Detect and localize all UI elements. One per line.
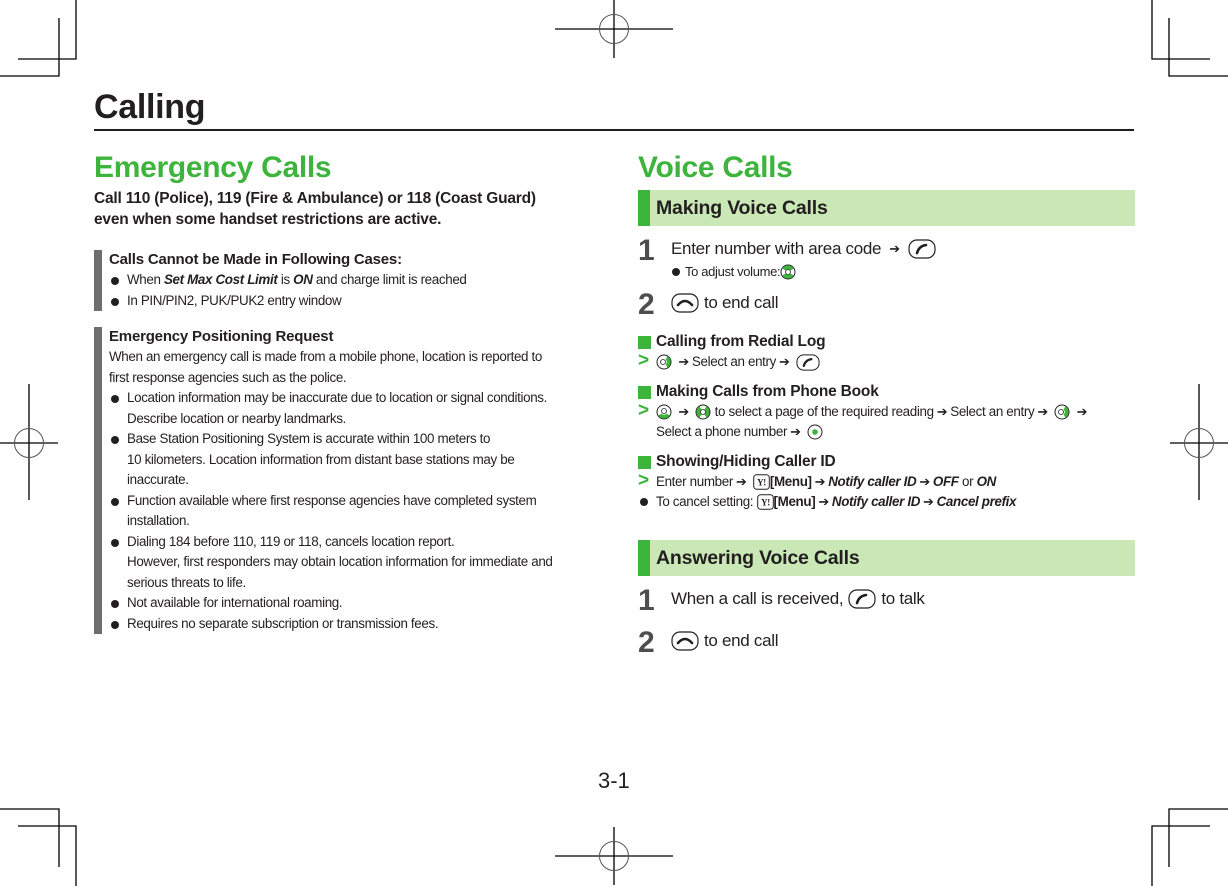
text-line: 10 kilometers. Location information from distant base stations may be xyxy=(127,451,515,467)
green-square-icon xyxy=(638,386,651,399)
green-square-icon xyxy=(638,456,651,469)
redial-procedure xyxy=(638,352,1135,372)
cannot-list xyxy=(109,270,594,311)
procedure-arrow-icon: > xyxy=(638,470,649,491)
caller-id-block xyxy=(638,452,1135,512)
chapter-rule xyxy=(94,129,1134,131)
phonebook-heading: Making Calls from Phone Book xyxy=(656,383,879,400)
voice-calls-title: Voice Calls xyxy=(638,151,793,184)
emergency-lead xyxy=(94,188,594,230)
step-text: When a call is received, xyxy=(671,589,844,608)
arrow-icon: ➔ xyxy=(1037,404,1048,419)
step-note-text: To adjust volume: xyxy=(685,264,781,279)
arrow-icon: ➔ xyxy=(779,354,790,369)
bullet-icon xyxy=(640,498,648,506)
text-line: However, first responders may obtain location information for immediate and xyxy=(127,554,553,569)
answering-step-1 xyxy=(638,586,1135,616)
text-line: Location information may be inaccurate due to location or signal conditions. xyxy=(127,390,548,405)
caller-id-cancel-note xyxy=(638,492,1135,512)
procedure-arrow-icon: > xyxy=(638,400,649,421)
procedure-text: To cancel setting: xyxy=(656,494,757,509)
voice-calls-section xyxy=(638,150,1135,658)
emergency-positioning-box xyxy=(94,327,594,634)
arrow-icon: ➔ xyxy=(735,474,747,489)
navigation-key-right-icon xyxy=(1054,404,1070,420)
arrow-icon: ➔ xyxy=(923,494,934,509)
text-line: Requires no separate subscription or transmission fees. xyxy=(127,615,439,631)
option-off: OFF xyxy=(932,474,959,489)
procedure-text: Enter number xyxy=(656,474,733,489)
step-number: 1 xyxy=(638,584,655,617)
menu-label: [Menu] xyxy=(773,494,816,509)
list-item: In PIN/PIN2, PUK/PUK2 entry window xyxy=(109,291,594,312)
arrow-icon: ➔ xyxy=(790,424,801,439)
text: When xyxy=(127,272,164,287)
step-text-row xyxy=(671,290,1135,316)
svg-text:Y!: Y! xyxy=(756,477,766,488)
navigation-key-down-icon xyxy=(656,404,672,420)
list-item xyxy=(109,491,594,532)
step-text-row xyxy=(671,586,1135,612)
setting-name: Set Max Cost Limit xyxy=(163,272,278,287)
note-heading: Calls Cannot be Made in Following Cases: xyxy=(109,251,402,268)
step-text: to talk xyxy=(881,589,925,608)
lead-line: Call 110 (Police), 119 (Fire & Ambulance) or 118 (Coast Guard) xyxy=(94,190,536,207)
option-cancel-prefix: Cancel prefix xyxy=(936,494,1017,509)
caller-id-procedure xyxy=(638,472,1135,492)
text: is xyxy=(277,272,294,287)
arrow-icon: ➔ xyxy=(889,241,900,256)
step-number: 2 xyxy=(638,288,655,321)
menu-label: [Menu] xyxy=(769,474,812,489)
setting-value: ON xyxy=(293,272,313,287)
chapter-title: Calling xyxy=(94,88,206,126)
option-on: ON xyxy=(976,474,996,489)
text-line: Not available for international roaming. xyxy=(127,595,343,610)
text-line: Describe location or nearby landmarks. xyxy=(127,410,346,426)
step-text: Enter number with area code xyxy=(671,239,882,258)
caller-id-heading: Showing/Hiding Caller ID xyxy=(656,453,836,470)
text-line: inaccurate. xyxy=(127,472,189,487)
list-item xyxy=(109,614,594,635)
list-item xyxy=(109,270,594,291)
procedure-arrow-icon: > xyxy=(638,350,649,371)
arrow-icon: ➔ xyxy=(1076,404,1088,419)
text-line: serious threats to life. xyxy=(127,574,246,590)
list-item xyxy=(109,429,594,491)
navigation-key-leftright-icon xyxy=(695,404,711,420)
step-text-row xyxy=(671,236,1135,262)
call-start-key-icon xyxy=(848,589,876,609)
text: or xyxy=(958,474,977,489)
green-square-icon xyxy=(638,336,651,349)
arrow-icon: ➔ xyxy=(919,474,930,489)
note-heading: Emergency Positioning Request xyxy=(109,328,334,345)
subheading-row xyxy=(638,332,1135,352)
text-line: Dialing 184 before 110, 119 or 118, cancels location report. xyxy=(127,533,455,549)
text-line: Function available where first response agencies have completed system xyxy=(127,492,537,508)
procedure-text: Select a phone number xyxy=(656,424,788,439)
procedure-text: Select an entry xyxy=(691,354,776,369)
redial-log-block xyxy=(638,332,1135,372)
call-start-key-icon xyxy=(908,239,936,259)
phonebook-procedure xyxy=(638,402,1135,442)
calls-cannot-be-made-box xyxy=(94,250,594,311)
step-note xyxy=(671,262,1135,282)
list-item xyxy=(109,532,594,594)
phone-book-block xyxy=(638,382,1135,442)
yahoo-menu-key-icon xyxy=(757,494,774,510)
navigation-key-updown-icon xyxy=(780,264,796,280)
call-end-key-icon xyxy=(671,293,699,313)
step-number: 1 xyxy=(638,234,655,267)
step-text: to end call xyxy=(704,631,779,650)
answering-voice-calls-heading: Answering Voice Calls xyxy=(638,540,1135,576)
making-step-2 xyxy=(638,290,1135,320)
text-line: Base Station Positioning System is accurate within 100 meters to xyxy=(127,431,491,446)
emergency-calls-section xyxy=(94,150,594,634)
text: and charge limit is reached xyxy=(312,272,467,287)
procedure-text: to select a page of the required reading xyxy=(714,404,934,419)
list-item xyxy=(109,388,594,429)
list-item xyxy=(109,593,594,614)
page-number: 3-1 xyxy=(598,768,630,793)
redial-heading: Calling from Redial Log xyxy=(656,333,826,350)
arrow-icon: ➔ xyxy=(678,404,689,419)
step-text: to end call xyxy=(704,293,779,312)
center-key-icon xyxy=(807,424,823,440)
subheading-row xyxy=(638,452,1135,472)
text-line: When an emergency call is made from a mobile phone, location is reported to xyxy=(109,349,542,364)
making-step-1 xyxy=(638,236,1135,282)
navigation-key-right-icon xyxy=(656,354,672,370)
call-start-key-icon xyxy=(796,354,820,371)
subheading-row xyxy=(638,382,1135,402)
making-voice-calls-heading: Making Voice Calls xyxy=(638,190,1135,226)
arrow-icon: ➔ xyxy=(936,404,948,419)
menu-option: Notify caller ID xyxy=(831,494,921,509)
emergency-calls-title: Emergency Calls xyxy=(94,151,332,184)
positioning-list xyxy=(109,388,594,634)
text-line: first response agencies such as the police. xyxy=(109,369,347,385)
arrow-icon: ➔ xyxy=(678,354,689,369)
step-text-row xyxy=(671,628,1135,654)
step-number: 2 xyxy=(638,626,655,659)
menu-option: Notify caller ID xyxy=(828,474,917,489)
call-end-key-icon xyxy=(671,631,699,651)
positioning-intro xyxy=(109,347,594,388)
yahoo-menu-key-icon xyxy=(753,474,770,490)
lead-line: even when some handset restrictions are active. xyxy=(94,211,442,228)
arrow-icon: ➔ xyxy=(818,494,829,509)
answering-step-2 xyxy=(638,628,1135,658)
svg-text:Y!: Y! xyxy=(760,497,770,508)
arrow-icon: ➔ xyxy=(814,474,826,489)
text-line: installation. xyxy=(127,513,190,528)
procedure-text: Select an entry xyxy=(950,404,1035,419)
